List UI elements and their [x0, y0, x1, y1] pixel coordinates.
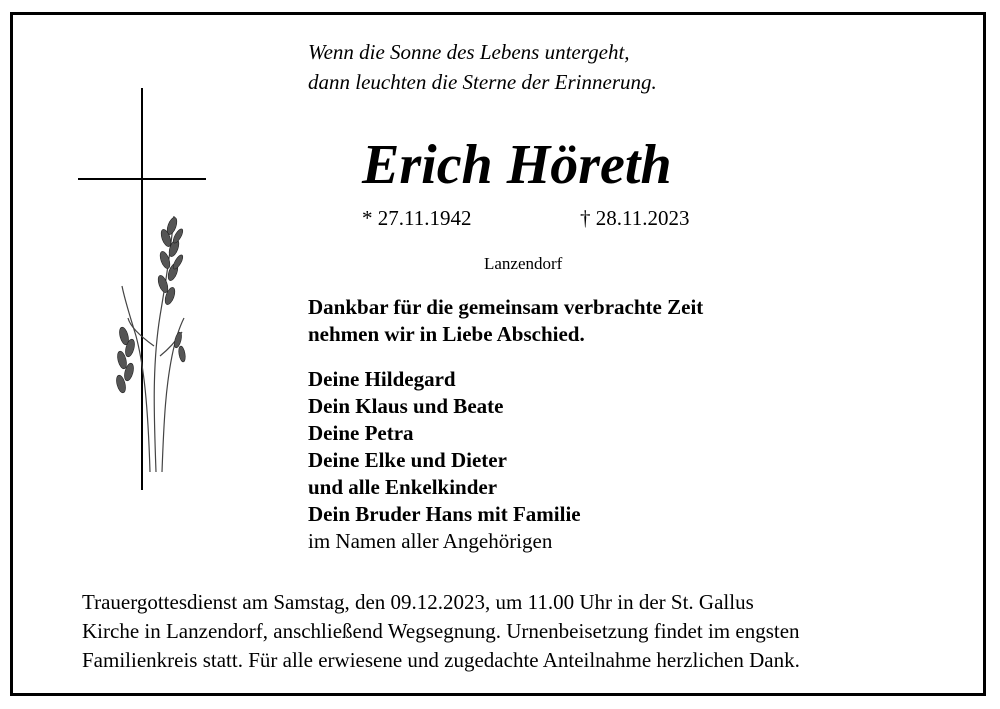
motto-line: dann leuchten die Sterne der Erinnerung. — [308, 70, 657, 94]
mourner-item: und alle Enkelkinder — [308, 475, 498, 499]
mourner-item: Deine Elke und Dieter — [308, 448, 507, 472]
thanks-line: nehmen wir in Liebe Abschied. — [308, 322, 585, 346]
mourners-footer: im Namen aller Angehörigen — [308, 529, 553, 553]
mourner-item: Dein Bruder Hans mit Familie — [308, 502, 581, 526]
service-line: Kirche in Lanzendorf, anschließend Wegsegnung. Urnenbeisetzung findet im engsten — [82, 619, 800, 643]
mourners-list — [308, 366, 581, 555]
birth-date: * 27.11.1942 — [362, 206, 472, 230]
thanks-text — [308, 294, 703, 348]
death-date: † 28.11.2023 — [580, 206, 690, 230]
place-of-residence: Lanzendorf — [484, 254, 563, 273]
motto — [308, 37, 657, 97]
thanks-line: Dankbar für die gemeinsam verbrachte Zeit — [308, 295, 704, 319]
deceased-name: Erich Höreth — [362, 134, 672, 196]
mourner-item: Deine Petra — [308, 421, 414, 445]
mourner-item: Dein Klaus und Beate — [308, 394, 504, 418]
service-info — [82, 588, 982, 675]
service-line: Trauergottesdienst am Samstag, den 09.12.2023, um 11.00 Uhr in der St. Gallus — [82, 590, 754, 614]
mourner-item: Deine Hildegard — [308, 367, 456, 391]
service-line: Familienkreis statt. Für alle erwiesene und zugedachte Anteilnahme herzlichen Dank. — [82, 648, 800, 672]
cross-with-wheat-icon — [70, 86, 220, 492]
motto-line: Wenn die Sonne des Lebens untergeht, — [308, 40, 630, 64]
